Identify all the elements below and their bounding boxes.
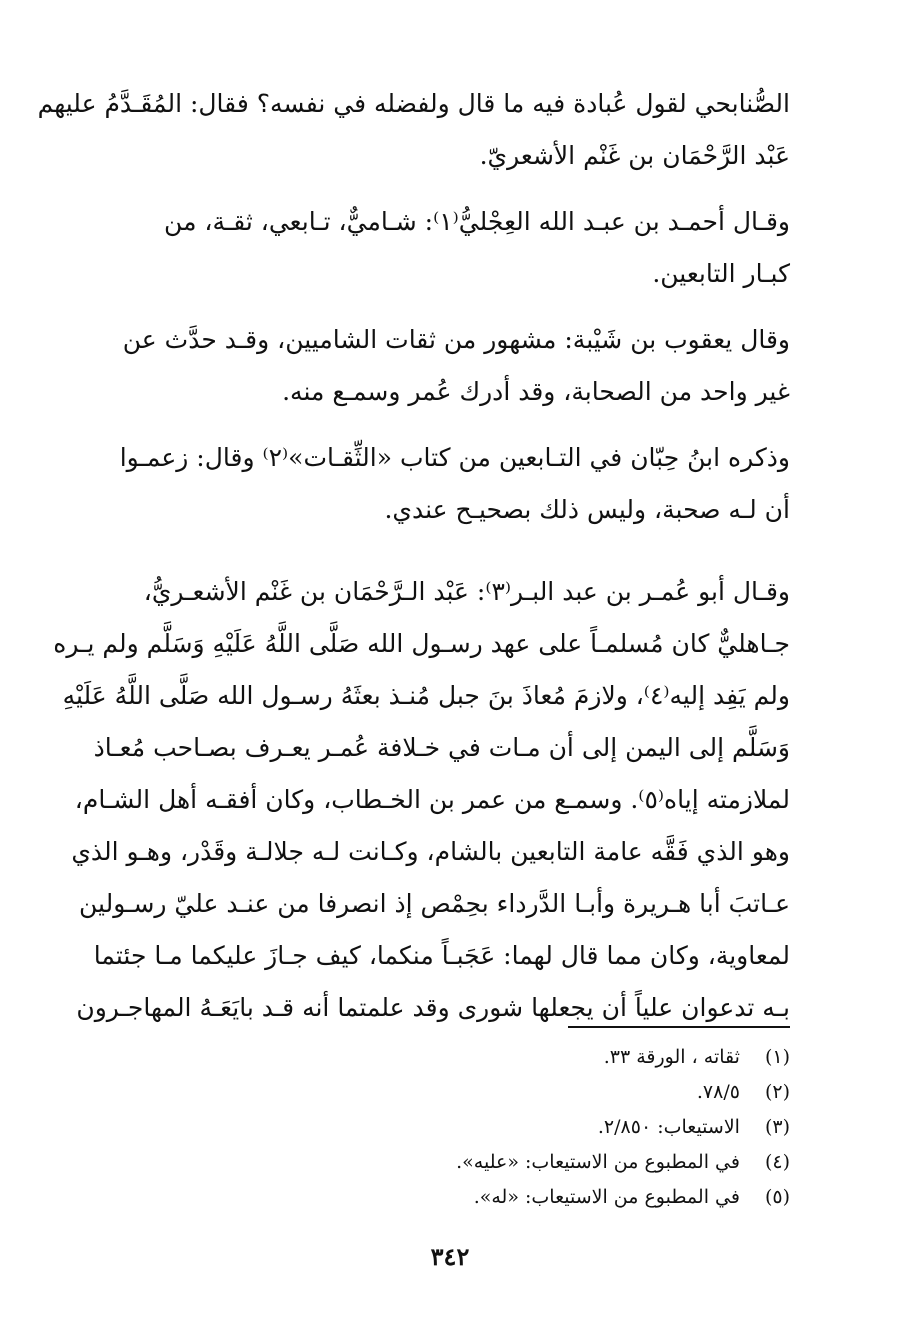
footnote-item [300,1145,790,1180]
text-line: بـه تدعوان علياً أن يجعلها شورى وقد علمتما أنه قـد بايَعَـهُ المهاجـرون [76,993,790,1022]
footnote-number: (٣) [764,1116,790,1138]
footnote-number: (٤) [764,1151,790,1173]
footnote-item [300,1180,790,1215]
footnote-text: الاستيعاب: ٢/٨٥٠. [597,1116,740,1138]
text-line: وذكره ابنُ حِبّان في التـابعين من كتاب «الثِّقـات»⁽٢⁾ وقال: زعمـوا [119,443,790,472]
footnote-item [300,1075,790,1110]
footnote-number: (١) [764,1046,790,1068]
footnote-item [300,1040,790,1075]
text-line: ولم يَفِد إليه⁽٤⁾، ولازمَ مُعاذَ بنَ جبل مُنـذ بعثَهُ رسـول الله صَلَّى اللَّهُ عَلَيْهِ [62,681,790,710]
text-line: غير واحد من الصحابة، وقد أدرك عُمر وسمـع منه. [282,377,790,406]
footnote-number: (٥) [764,1186,790,1208]
paragraph-3 [88,314,790,418]
text-line: وَسَلَّم إلى اليمن إلى أن مـات في خـلافة عُمـر يعـرف بصـاحب مُعـاذ [93,733,790,762]
paragraph-5 [53,566,790,1034]
paragraph-2 [88,196,790,300]
text-line: عَبْد الرَّحْمَان بن غَنْم الأشعريّ. [479,141,790,170]
page-number: ٣٤٢ [430,1242,470,1271]
footnote-text: في المطبوع من الاستيعاب: «له». [473,1186,740,1208]
text-line: جـاهليٌّ كان مُسلمـاً على عهد رسـول الله صَلَّى اللَّهُ عَلَيْهِ وَسَلَّم ولم يـره [53,629,790,658]
footnote-divider [568,1026,790,1028]
text-line: أن لـه صحبة، وليس ذلك بصحيـح عندي. [384,495,790,524]
main-text [37,78,790,1034]
text-line: لمعاوية، وكان مما قال لهما: عَجَبـاً منكما، كيف جـازَ عليكما مـا جئتما [93,941,790,970]
text-line: وهو الذي فَقَّه عامة التابعين بالشام، وكـانت لـه جلالـة وقَدْر، وهـو الذي [71,837,790,866]
text-line: كبـار التابعين. [652,259,790,288]
text-line: عـاتبَ أبا هـريرة وأبـا الدَّرداء بحِمْص إذ انصرفا من عنـد عليّ رسـولين [79,889,790,918]
text-line: وقـال أبو عُمـر بن عبد البـر⁽٣⁾: عَبْد الـرَّحْمَان بن غَنْم الأشعـريُّ، [143,577,790,606]
text-line: الصُّنابحي لقول عُبادة فيه ما قال ولفضله في نفسه؟ فقال: المُقَـدَّمُ عليهم [37,89,790,118]
footnotes [300,1040,790,1215]
paragraph-4 [88,432,790,536]
footnote-text: ٧٨/٥. [696,1081,740,1103]
paragraph-1 [37,78,790,182]
footnote-text: في المطبوع من الاستيعاب: «عليه». [456,1151,740,1173]
footnote-text: ثقاته ، الورقة ٣٣. [603,1046,740,1068]
text-line: وقـال أحمـد بن عبـد الله العِجْليُّ⁽١⁾: شـاميٌّ، تـابعي، ثقـة، من [164,207,790,236]
footnote-number: (٢) [764,1081,790,1103]
footnote-item [300,1110,790,1145]
text-line: لملازمته إياه⁽٥⁾. وسمـع من عمر بن الخـطاب، وكان أفقـه أهل الشـام، [74,785,790,814]
text-line: وقال يعقوب بن شَيْبة: مشهور من ثقات الشاميين، وقـد حدَّث عن [122,325,790,354]
